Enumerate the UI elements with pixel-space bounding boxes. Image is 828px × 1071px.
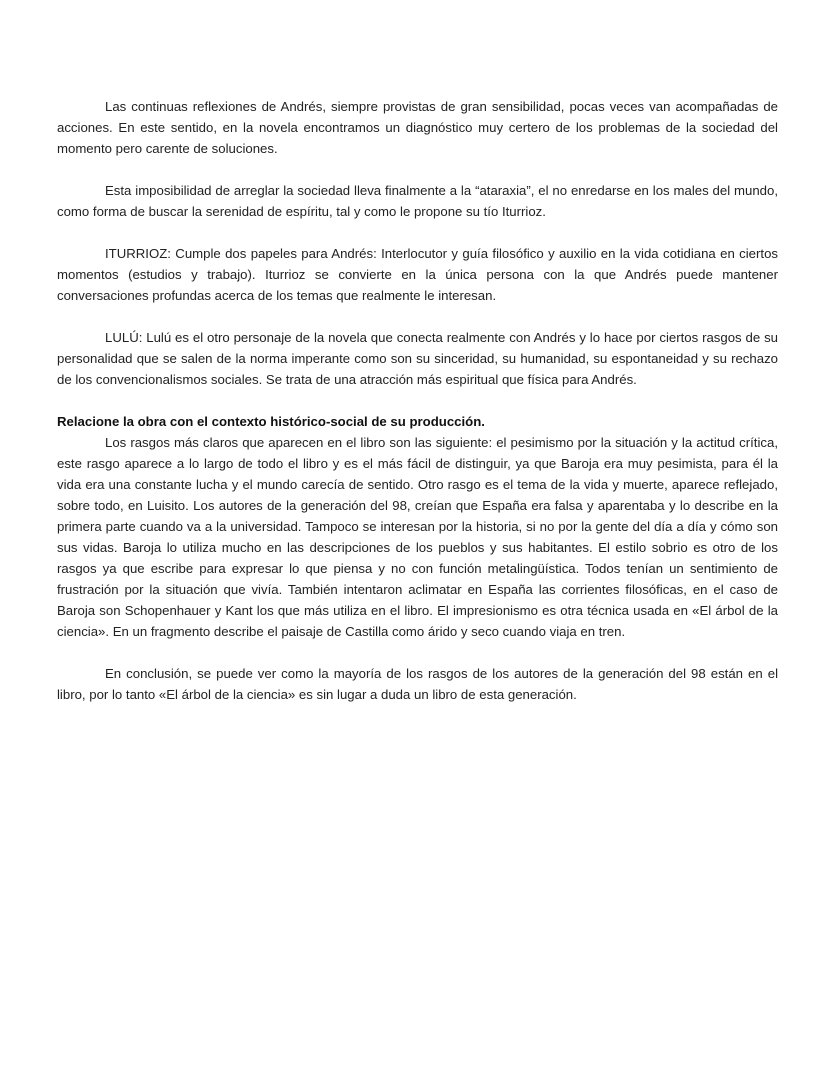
paragraph-historical-context: Los rasgos más claros que aparecen en el libro son las siguiente: el pesimismo por la situación y la actitud crítica, este rasgo aparece a lo largo de todo el libro y es el más fácil de distinguir, ya que Baroja era muy pesimista, para él la vida era una constante lucha y el mundo carecía de sentido. Otro rasgo es el tema de la vida y muerte, aparece reflejado, sobre todo, en Luisito. Los autores de la generación del 98, creían que España era falsa y aparentaba y lo describe en la primera parte cuando va a la universidad. Tampoco se interesan por la historia, si no por la gente del día a día y cómo son sus vidas. Baroja lo utiliza mucho en las descripciones de los pueblos y sus habitantes. El estilo sobrio es otro de los rasgos ya que escribe para expresar lo que piensa y no con función metalingüística. Todos tenían un sentimiento de frustración por la situación que vivía. También intentaron aclimatar en España las corrientes filosóficas, en el caso de Baroja son Schopenhauer y Kant los que más utiliza en el libro. El impresionismo es otra técnica usada en «El árbol de la ciencia». En un fragmento describe el paisaje de Castilla como árido y seco cuando viaja en tren.: [57, 435, 778, 639]
paragraph-ataraxia: Esta imposibilidad de arreglar la sociedad lleva finalmente a la “ataraxia”, el no enredarse en los males del mundo, como forma de buscar la serenidad de espíritu, tal y como le propone su tío Iturrioz.: [57, 183, 778, 219]
section-heading: Relacione la obra con el contexto histórico-social de su producción.: [57, 414, 485, 429]
paragraph-andres-reflections: Las continuas reflexiones de Andrés, siempre provistas de gran sensibilidad, pocas veces van acompañadas de acciones. En este sentido, en la novela encontramos un diagnóstico muy certero de los problemas de la sociedad del momento pero carente de soluciones.: [57, 99, 778, 156]
paragraph-lulu: LULÚ: Lulú es el otro personaje de la novela que conecta realmente con Andrés y lo hace por ciertos rasgos de su personalidad que se salen de la norma imperante como son su sinceridad, su humanidad, su espontaneidad y su rechazo de los convencionalismos sociales. Se trata de una atracción más espiritual que física para Andrés.: [57, 330, 778, 387]
paragraph-iturrioz: ITURRIOZ: Cumple dos papeles para Andrés: Interlocutor y guía filosófico y auxilio en la vida cotidiana en ciertos momentos (estudios y trabajo). Iturrioz se convierte en la única persona con la que Andrés puede mantener conversaciones profundas acerca de los temas que realmente le interesan.: [57, 246, 778, 303]
document-page: [57, 96, 778, 726]
paragraph-conclusion: En conclusión, se puede ver como la mayoría de los rasgos de los autores de la generación del 98 están en el libro, por lo tanto «El árbol de la ciencia» es sin lugar a duda un libro de esta generación.: [57, 666, 778, 702]
